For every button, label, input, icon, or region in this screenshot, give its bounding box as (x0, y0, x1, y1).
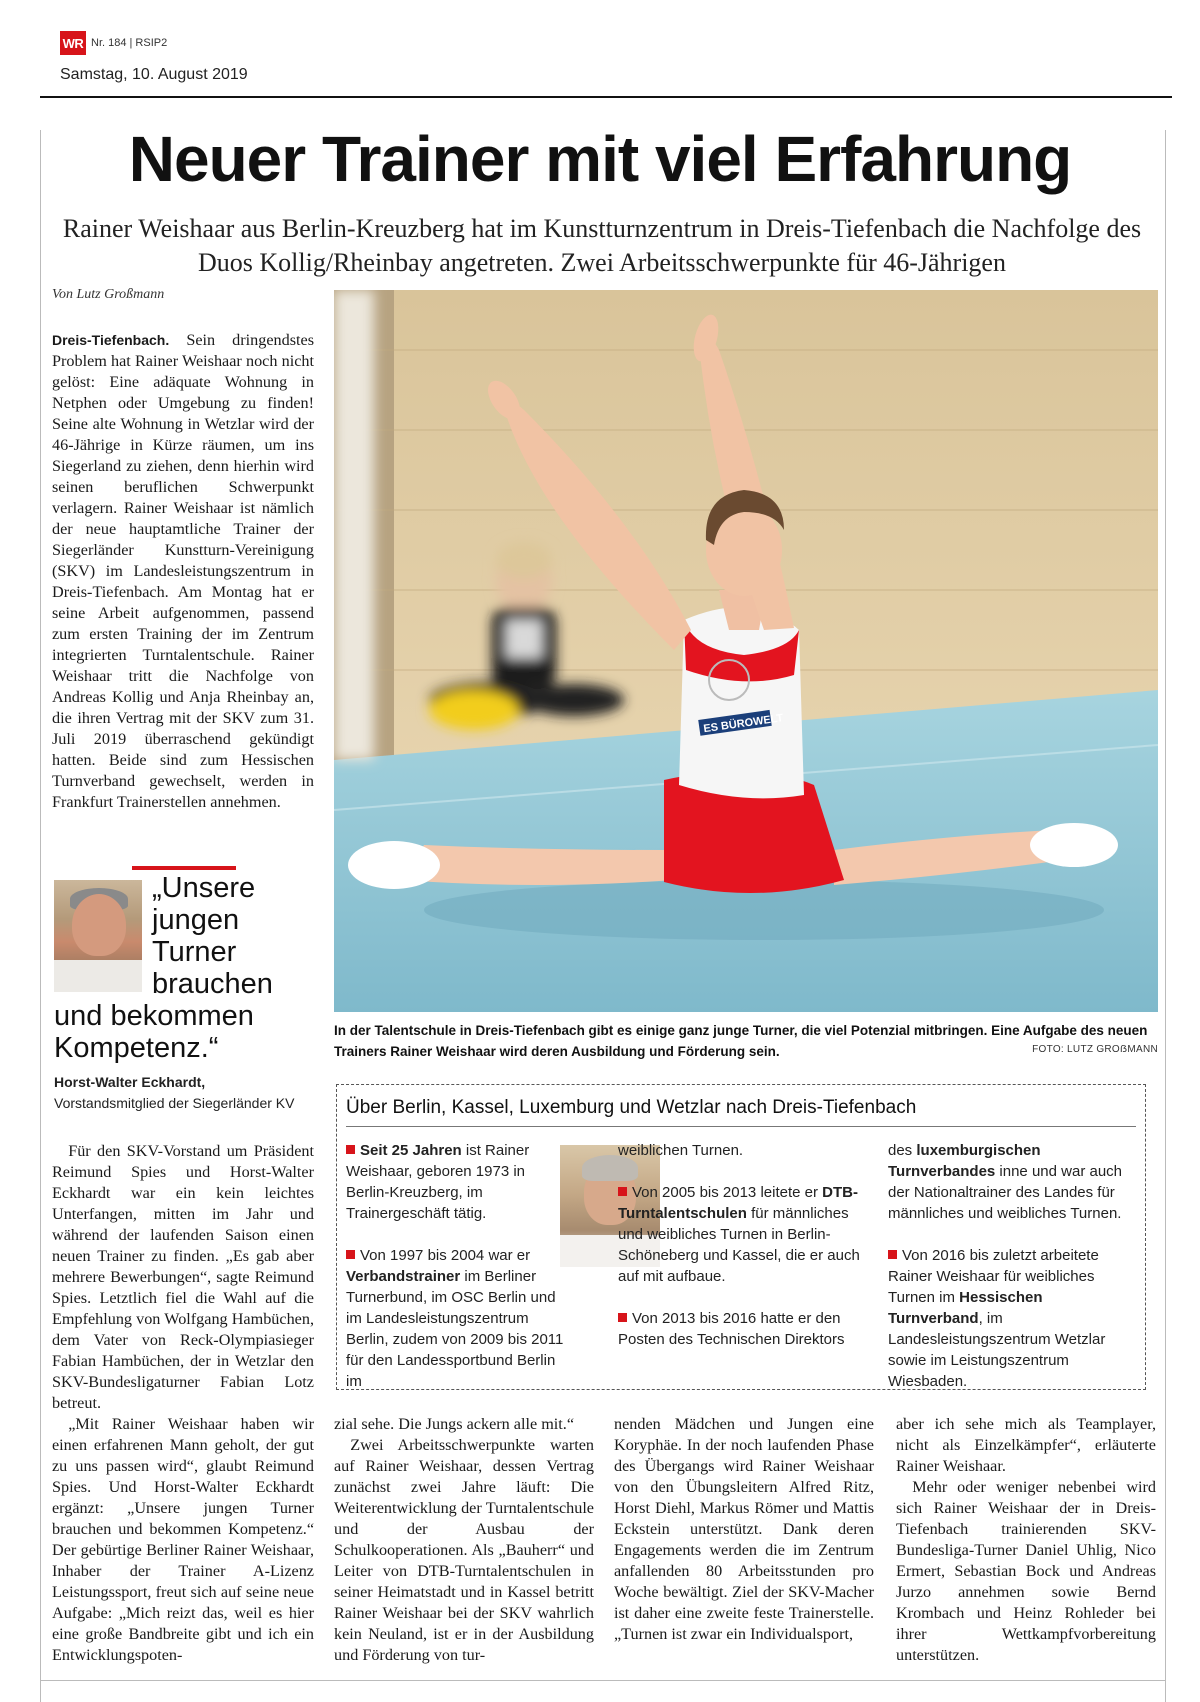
top-rule (40, 96, 1172, 98)
bullet-square (618, 1187, 627, 1196)
masthead (60, 30, 167, 56)
body-column-2: zial sehe. Die Jungs ackern alle mit.“ Zwei Arbeitsschwerpunkte warten auf Rainer Weishaar, dessen Vertrag zunächst zwei Jahre läuft: Die Weiterentwicklung der Turntalentschule und der Ausbau der Schulkooperationen. Als „Bauherr“ und Leiter von DTB-Turntalentschulen in seiner Heimatstadt und in Kassel betritt Rainer Weishaar bei der SKV wahrlich kein Neuland, ist er in der Ausbildung und Förderung von tur- (334, 1415, 594, 1664)
gymnast-photo-illustration (334, 290, 1158, 1012)
issue-date: Samstag, 10. August 2019 (60, 66, 248, 83)
page-edge-right (1165, 130, 1166, 1702)
body-column-4: aber ich sehe mich als Teamplayer, nicht als Einzelkämpfer“, erläuterte Rainer Weishaar. Mehr oder weniger nebenbei wird sich Rainer Weishaar der in Dreis-Tiefenbach trainierenden SKV-Bundesliga-Turner Daniel Uhlig, Nico Ermert, Sebastian Bock und Andreas Jurzo annehmen sowie Bernd Krombach und Heinz Rohleder bei ihrer Wettkampfvorbereitung unterstützen. (896, 1415, 1156, 1664)
shirt-sponsor-text: ES BÜROWELT (702, 712, 785, 736)
quote-attribution (54, 1072, 316, 1114)
bullet-square (346, 1145, 355, 1154)
bullet-square (618, 1313, 627, 1322)
pull-quote: „Unsere jungen Turner brauchen und bekommen Kompetenz.“ (54, 872, 273, 1064)
page-edge-left (40, 130, 41, 1702)
bullet-square (888, 1250, 897, 1259)
subheadline: Rainer Weishaar aus Berlin-Kreuzberg hat im Kunstturnzentrum in Dreis-Tiefenbach die Nachfolge des Duos Kollig/Rheinbay angetreten. Zwei Arbeitsschwerpunkte für 46-Jährigen (62, 214, 1142, 277)
info-column-2: weiblichen Turnen. Von 2005 bis 2013 leitete er DTB-Turntalentschulen für männliches und weibliches Turnen in Berlin-Schöneberg und Kassel, die er auch auf mit aufbaue. Von 2013 bis 2016 hatte er den Posten des Technischen Direktors (618, 1142, 860, 1348)
info-column-1: Seit 25 Jahren ist Rainer Weishaar, geboren 1973 in Berlin-Kreuzberg, im Trainergeschäft tätig. Von 1997 bis 2004 war er Verbandstrainer im Berliner Turnerbund, im OSC Berlin und im Landesleistungszentrum Berlin, zudem von 2009 bis 2011 für den Landessportbund Berlin im (346, 1142, 564, 1390)
quote-author: Horst-Walter Eckhardt, (54, 1074, 206, 1090)
wr-logo: WR (60, 31, 86, 55)
dateline: Dreis-Tiefenbach. (52, 332, 170, 348)
byline: Von Lutz Großmann (52, 287, 165, 302)
bullet-square (346, 1250, 355, 1259)
info-box-rule (346, 1126, 1136, 1127)
article-photo (334, 290, 1158, 1012)
body-column-3: nenden Mädchen und Jungen eine Koryphäe. In der noch laufenden Phase des Übergangs wird Rainer Weishaar von den Übungsleitern Alfred Ritz, Horst Diehl, Markus Römer und Mattis Eckstein unterstützt. Dank deren Engagements werden die im Zentrum anfallenden 80 Arbeitsstunden pro Woche bewältigt. Ziel der SKV-Macher ist daher eine zweite feste Trainerstelle. „Turnen ist zwar ein Individualsport, (614, 1415, 874, 1643)
intro-text: Sein dringendstes Problem hat Rainer Weishaar noch nicht gelöst: Eine adäquate Wohnung in Netphen oder Umgebung zu finden! Seine alte Wohnung in Wetzlar wird der 46-Jährige in Kürze räumen, um ins Siegerland zu ziehen, denn hierhin wird seinen beruflichen Schwerpunkt verlagern. Rainer Weishaar ist nämlich der neue hauptamtliche Trainer der Siegerländer Kunstturn-Vereinigung (SKV) im Landesleistungszentrum in Dreis-Tiefenbach. Am Montag hat er seine Arbeit aufgenommen, passend zum ersten Training der im Zentrum integrierten Turntalentschule. Rainer Weishaar tritt die Nachfolge von Andreas Kollig und Anja Rheinbay an, die ihren Vertrag mit der SKV zum 31. Juli 2019 überraschend gekündigt hatten. Beide sind zum Hessischen Turnverband gewechselt, werden in Frankfurt Trainerstellen annehmen. (52, 331, 314, 811)
quote-accent-bar (132, 866, 236, 870)
info-column-3: des luxemburgischen Turnverbandes inne und war auch der Nationaltrainer des Landes für männliches und weibliches Turnen. Von 2016 bis zuletzt arbeitete Rainer Weishaar für weibliches Turnen im Hessischen Turnverband, im Landesleistungszentrum Wetzlar sowie im Leistungszentrum Wiesbaden. (888, 1142, 1123, 1390)
info-box-title: Über Berlin, Kassel, Luxemburg und Wetzlar nach Dreis-Tiefenbach (346, 1097, 917, 1118)
bottom-rule (40, 1680, 1165, 1681)
body-column-1: Für den SKV-Vorstand um Präsident Reimund Spies und Horst-Walter Eckhardt war ein kein leichtes Unterfangen, mitten im Jahr und während der laufenden Saison einen neuen Trainer zu finden. „Es gab aber mehrere Bewerbungen“, sagte Reimund Spies. Letztlich fiel die Wahl auf die Empfehlung von Wolfgang Hambüchen, dem Vater von Reck-Olympiasieger Fabian Hambüchen, der in Wetzlar den SKV-Bundesligaturner Fabian Lotz betreut. „Mit Rainer Weishaar haben wir einen erfahrenen Mann geholt, der gut zu uns passen wird“, glaubt Reimund Spies. Und Horst-Walter Eckhardt ergänzt: „Unsere jungen Turner brauchen und bekommen Kompetenz.“ Der gebürtige Berliner Rainer Weishaar, Inhaber der Trainer A-Lizenz Leistungssport, freut sich auf seine neue Aufgabe: „Mich reizt das, weil es hier eine große Bandbreite gibt und ich ein Entwicklungspoten- (52, 1142, 314, 1664)
headline: Neuer Trainer mit viel Erfahrung (128, 123, 1072, 195)
issue-number: Nr. 184 | RSIP2 (91, 37, 168, 49)
quote-author-role: Vorstandsmitglied der Siegerländer KV (54, 1095, 295, 1111)
photo-caption: In der Talentschule in Dreis-Tiefenbach gibt es einige ganz junge Turner, die viel Potenzial mitbringen. Eine Aufgabe des neuen Trainers Rainer Weishaar wird deren Ausbildung und Förderung sein. (334, 1023, 1148, 1059)
photo-credit: FOTO: LUTZ GROẞMANN (1032, 1044, 1158, 1055)
intro-column (52, 330, 314, 813)
